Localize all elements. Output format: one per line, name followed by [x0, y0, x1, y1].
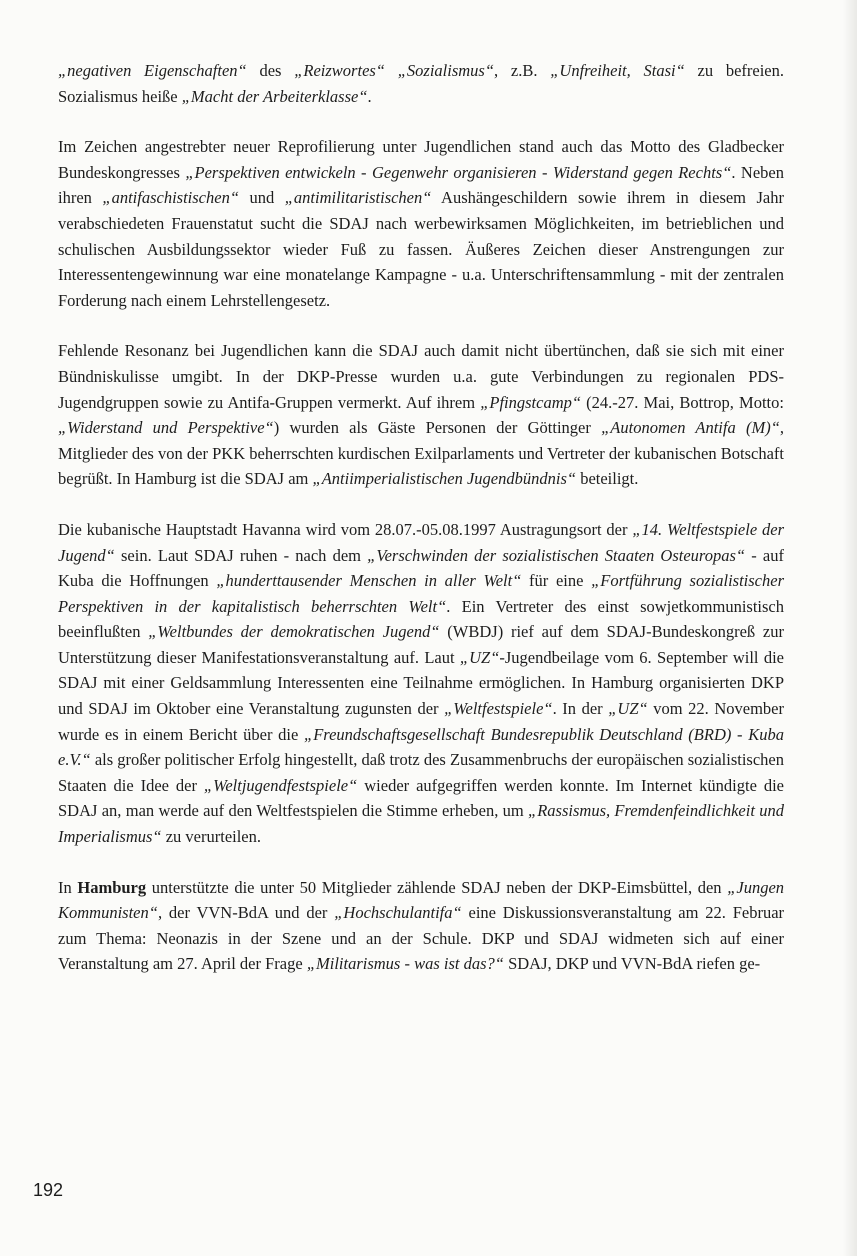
page-number: 192 [33, 1180, 64, 1200]
paragraph-4: Die kubanische Hauptstadt Havanna wird vom 28.07.-05.08.1997 Austragungsort der „14. Weltfestspiele der Jugend“ sein. Laut SDAJ ruhen - nach dem „Verschwinden der sozialistischen Staaten Osteuropas“ - auf Kuba die Hoffnungen „hunderttausender Menschen in aller Welt“ für eine „Fortführung sozialistischer Perspektiven in der kapitalistisch beherrschten Welt“. Ein Vertreter des einst sowjetkommunistisch beeinflußten „Weltbundes der demokratischen Jugend“ (WBDJ) rief auf dem SDAJ-Bundeskongreß zur Unterstützung dieser Manifestationsveranstaltung auf. Laut „UZ“-Jugendbeilage vom 6. September will die SDAJ mit einer Geldsammlung Interessenten eine Teilnahme ermöglichen. In Hamburg organisierten DKP und SDAJ im Oktober eine Veranstaltung zugunsten der „Weltfestspiele“. In der „UZ“ vom 22. November wurde es in einem Bericht über die „Freundschaftsgesellschaft Bundesrepublik Deutschland (BRD) - Kuba e.V.“ als großer politischer Erfolg hingestellt, daß trotz des Zusammenbruchs der europäischen sozialistischen Staaten die Idee der „Weltjugendfestspiele“ wieder aufgegriffen werden konnte. Im Internet kündigte die SDAJ an, man werde auf den Weltfestspielen die Stimme erheben, um „Rassismus, Fremdenfeindlichkeit und Imperialismus“ zu verurteilen. [58, 519, 785, 847]
document-body [58, 58, 784, 1002]
paragraph-3: Fehlende Resonanz bei Jugendlichen kann die SDAJ auch damit nicht übertünchen, daß sie sich mit einer Bündniskulisse umgibt. In der DKP-Presse wurden u.a. gute Verbindungen zu regionalen PDS-Jugendgruppen sowie zu Antifa-Gruppen vermerkt. Auf ihrem „Pfingstcamp“ (24.-27. Mai, Bottrop, Motto: „Widerstand und Perspektive“) wurden als Gäste Personen der Göttinger „Autonomen Antifa (M)“, Mitglieder des von der PKK beherrschten kurdischen Exilparlaments und Vertreter der kubanischen Botschaft begrüßt. In Hamburg ist die SDAJ am „Antiimperialistischen Jugendbündnis“ beteiligt. [58, 341, 784, 489]
paragraph-5: In Hamburg unterstützte die unter 50 Mitglieder zählende SDAJ neben der DKP-Eimsbüttel, den „Jungen Kommunisten“, der VVN-BdA und der „Hochschulantifa“ eine Diskussionsveranstaltung am 22. Februar zum Thema: Neonazis in der Szene und an der Schule. DKP und SDAJ widmeten sich auf einer Veranstaltung am 27. April der Frage „Militarismus - was ist das?“ SDAJ, DKP und VVN-BdA riefen ge- [58, 877, 785, 974]
paragraph-1: „negativen Eigenschaften“ des „Reizwortes“ „Sozialismus“, z.B. „Unfreiheit, Stasi“ zu befreien. Sozialismus heiße „Macht der Arbeiterklasse“. [58, 61, 785, 106]
location-heading-hamburg: Hamburg [77, 877, 147, 897]
paragraph-2: Im Zeichen angestrebter neuer Reprofilierung unter Jugendlichen stand auch das Motto des Gladbecker Bundeskongresses „Perspektiven entwickeln - Gegenwehr organisieren - Widerstand gegen Rechts“. Neben ihren „antifaschistischen“ und „antimilitaristischen“ Aushängeschildern sowie ihrem in diesem Jahr verabschiedeten Frauenstatut sucht die SDAJ nach werbewirksamen Möglichkeiten, im betrieblichen und schulischen Ausbildungssektor wieder Fuß zu fassen. Äußeres Zeichen dieser Anstrengungen zur Interessentengewinnung war eine monatelange Kampagne - u.a. Unterschriftensammlung - mit der zentralen Forderung nach einem Lehrstellengesetz. [58, 137, 785, 310]
page-edge-shadow [843, 0, 857, 1256]
